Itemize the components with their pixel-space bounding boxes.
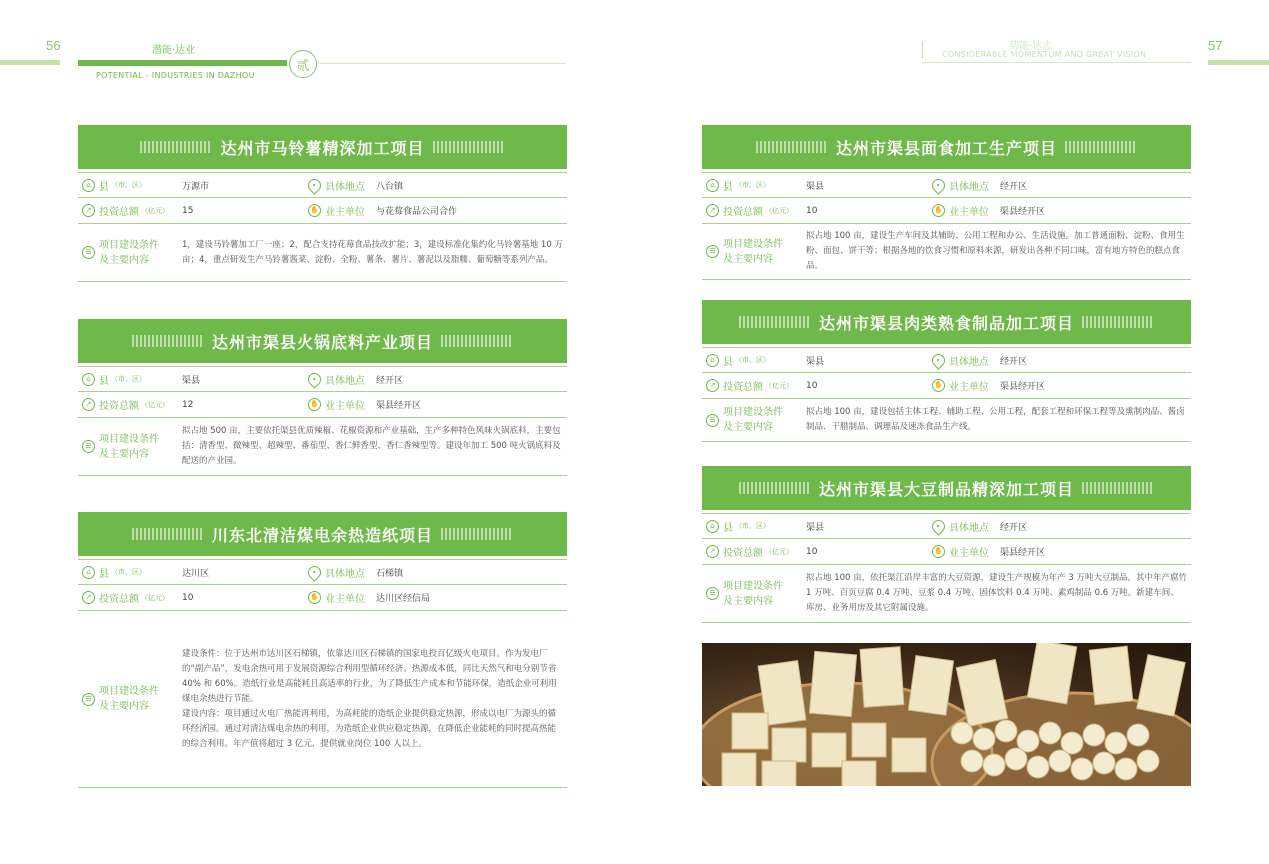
tofu-photo-illustration <box>702 643 1191 786</box>
investment-sub-label: （亿元） <box>141 400 169 409</box>
county-row <box>78 559 567 585</box>
location-value: 八台镇 <box>376 181 404 192</box>
investment-chart-icon: ↗ <box>706 379 719 392</box>
county-sub-label: （市、区） <box>111 375 146 383</box>
county-sub-label: （市、区） <box>111 181 146 189</box>
conditions-row <box>78 418 567 476</box>
left-accent-bar <box>0 60 60 65</box>
conditions-icon: ☰ <box>82 693 95 706</box>
location-label: 具体地点 <box>949 522 989 534</box>
owner-value: 渠县经开区 <box>376 401 422 411</box>
investment-sub-label: （亿元） <box>141 593 169 602</box>
owner-value: 渠县经开区 <box>1000 382 1046 392</box>
conditions-icon: ☰ <box>82 440 95 453</box>
county-icon: ⌂ <box>706 520 719 533</box>
location-value: 石梯镇 <box>376 568 404 579</box>
conditions-label: 项目建设条件 及主要内容 <box>723 407 783 433</box>
county-icon: ⌂ <box>82 179 95 192</box>
conditions-row <box>702 224 1191 280</box>
county-row <box>78 366 567 392</box>
investment-row <box>702 373 1191 399</box>
owner-hand-icon: ✋ <box>932 379 945 392</box>
owner-label: 业主单位 <box>949 382 989 393</box>
county-row <box>78 172 567 198</box>
investment-row <box>78 392 567 418</box>
owner-hand-icon: ✋ <box>308 204 321 217</box>
project-title: 达州市渠县大豆制品精深加工项目 <box>818 479 1074 499</box>
investment-sub-label: （亿元） <box>765 381 793 390</box>
owner-hand-icon: ✋ <box>308 398 321 411</box>
title-stripe-left <box>132 335 204 347</box>
conditions-label: 项目建设条件 及主要内容 <box>99 686 159 712</box>
investment-sub-label: （亿元） <box>141 206 169 215</box>
investment-sub-label: （亿元） <box>765 206 793 215</box>
owner-label: 业主单位 <box>325 594 365 605</box>
project-card <box>78 125 567 282</box>
project-title: 川东北清洁煤电余热造纸项目 <box>211 525 433 545</box>
location-pin-icon: • <box>305 370 323 388</box>
project-card <box>78 319 567 476</box>
county-sub-label: （市、区） <box>735 522 770 530</box>
location-value: 经开区 <box>1000 356 1028 367</box>
conditions-label: 项目建设条件 及主要内容 <box>723 238 783 265</box>
investment-chart-icon: ↗ <box>706 545 719 558</box>
left-section-subtitle: POTENTIAL - INDUSTRIES IN DAZHOU <box>96 71 255 80</box>
title-stripe-left <box>739 316 811 328</box>
project-card <box>78 512 567 788</box>
county-icon: ⌂ <box>706 179 719 192</box>
conditions-text: 建设条件：位于达州市达川区石梯镇，依靠达川区石梯镇的国家电投百亿级火电项目。作为发电厂的“副产品”，发电余热可用于发展资源综合利用型循环经济。热源成本低，同比天然气和电分别节省 40% 和 60%。造纸行业是高能耗且高适率的行业，为了降低生产成本和节能环保，造纸企业可利用煤电余热进行节能。 建设内容：项目通过火电厂热能再利用，为高耗能的造纸企业提供稳定热源，形成以电厂为源头的循环经济园。通过对清洁煤电余热的利用，为造纸企业供应稳定热源，在降低企业能耗的同时提高热能的综合利用。年产值将超过 3 亿元，提供就业岗位 100 人以上。 <box>182 648 557 749</box>
investment-label: 投资总额 <box>99 401 139 412</box>
owner-label: 业主单位 <box>325 401 365 412</box>
conditions-row <box>702 399 1191 442</box>
project-title-bar <box>78 512 567 556</box>
title-stripe-left <box>132 528 204 540</box>
county-sub-label: （市、区） <box>735 356 770 364</box>
project-card <box>702 466 1191 623</box>
left-header-rule <box>318 63 566 64</box>
investment-value: 12 <box>182 399 194 410</box>
investment-chart-icon: ↗ <box>82 398 95 411</box>
owner-label: 业主单位 <box>949 548 989 559</box>
investment-row <box>78 585 567 611</box>
county-sub-label: （市、区） <box>111 568 146 576</box>
owner-value: 渠县经开区 <box>1000 207 1046 217</box>
investment-value: 10 <box>806 546 818 557</box>
project-title: 达州市渠县面食加工生产项目 <box>835 138 1057 158</box>
title-stripe-left <box>140 141 212 153</box>
location-pin-icon: • <box>929 351 947 369</box>
county-value: 达川区 <box>182 568 210 579</box>
county-label: 县 <box>99 375 109 387</box>
conditions-label: 项目建设条件 及主要内容 <box>99 433 159 460</box>
owner-value: 与花莓食品公司合作 <box>376 207 458 217</box>
county-label: 县 <box>99 568 109 580</box>
project-title-bar <box>78 319 567 363</box>
county-label: 县 <box>723 181 733 193</box>
tofu-photo <box>702 643 1191 786</box>
county-label: 县 <box>723 356 733 368</box>
investment-label: 投资总额 <box>99 207 139 218</box>
conditions-row <box>702 565 1191 623</box>
investment-sub-label: （亿元） <box>765 547 793 556</box>
location-value: 经开区 <box>1000 522 1028 533</box>
title-stripe-right <box>1065 141 1137 153</box>
title-stripe-right <box>1082 482 1154 494</box>
left-page-number: 56 <box>46 38 61 53</box>
location-value: 经开区 <box>1000 181 1028 192</box>
project-title-bar <box>702 466 1191 510</box>
location-label: 具体地点 <box>325 375 365 387</box>
conditions-text: 拟占地 100 亩，建设包括主体工程、辅助工程、公用工程，配套工程和环保工程等及熏制肉品、酱卤制品、干腊制品、调理品及速冻食品生产线。 <box>806 407 1185 432</box>
conditions-label: 项目建设条件 及主要内容 <box>723 580 783 607</box>
right-header-rule <box>922 62 1191 63</box>
conditions-icon: ☰ <box>706 414 719 427</box>
county-value: 渠县 <box>806 522 825 533</box>
conditions-icon: ☰ <box>706 587 719 600</box>
conditions-row <box>78 611 567 788</box>
title-stripe-right <box>441 335 513 347</box>
left-section-title: 潜能·达业 <box>152 45 196 56</box>
conditions-icon: ☰ <box>706 245 719 258</box>
owner-hand-icon: ✋ <box>308 591 321 604</box>
owner-value: 达川区经信局 <box>376 594 431 604</box>
page-header <box>0 0 1269 90</box>
investment-value: 10 <box>182 592 194 603</box>
conditions-icon: ☰ <box>82 246 95 259</box>
right-header-divider <box>922 41 923 59</box>
county-value: 渠县 <box>182 375 201 386</box>
county-row <box>702 513 1191 539</box>
investment-label: 投资总额 <box>723 382 763 393</box>
location-label: 具体地点 <box>949 181 989 193</box>
title-stripe-right <box>441 528 513 540</box>
county-sub-label: （市、区） <box>735 181 770 189</box>
county-row <box>702 347 1191 373</box>
investment-row <box>702 198 1191 224</box>
right-page-number: 57 <box>1208 38 1223 53</box>
project-card <box>702 300 1191 442</box>
title-stripe-right <box>433 141 505 153</box>
conditions-text: 拟占地 100 亩，建设生产车间及其辅助、公用工程和办公、生活设施。加工普通面粉、淀粉、食用生粉、面包、饼干等；根据各地的饮食习惯和原料来源，研发出各种不同口味，富有地方特色的糕点食品。 <box>806 231 1185 271</box>
location-value: 经开区 <box>376 375 404 386</box>
left-section-bar <box>78 60 287 66</box>
conditions-text: 1，建设马铃薯加工厂一座；2，配合支持花莓食品技改扩能；3，建设标准化集约化马铃薯基地 10 万亩；4，重点研发生产马铃薯酱菜、淀粉、全粉、薯条、薯片、薯泥以及脂糯、葡萄糖等系列产品。 <box>182 239 563 265</box>
county-icon: ⌂ <box>82 373 95 386</box>
conditions-row <box>78 224 567 282</box>
owner-label: 业主单位 <box>325 207 365 218</box>
investment-label: 投资总额 <box>99 594 139 605</box>
investment-chart-icon: ↗ <box>706 204 719 217</box>
investment-row <box>78 198 567 224</box>
project-card <box>702 125 1191 280</box>
county-value: 万源市 <box>182 181 210 192</box>
location-pin-icon: • <box>305 563 323 581</box>
location-label: 具体地点 <box>949 356 989 368</box>
chapter-badge: 贰 <box>289 50 317 78</box>
owner-hand-icon: ✋ <box>932 545 945 558</box>
title-stripe-right <box>1082 316 1154 328</box>
investment-label: 投资总额 <box>723 207 763 218</box>
location-label: 具体地点 <box>325 181 365 193</box>
county-value: 渠县 <box>806 356 825 367</box>
title-stripe-left <box>756 141 828 153</box>
location-label: 具体地点 <box>325 568 365 580</box>
right-section-title: 势能·达志 <box>1009 41 1053 52</box>
location-pin-icon: • <box>305 176 323 194</box>
project-title-bar <box>702 300 1191 344</box>
investment-chart-icon: ↗ <box>82 204 95 217</box>
project-title-bar <box>702 125 1191 169</box>
county-label: 县 <box>99 181 109 193</box>
investment-row <box>702 539 1191 565</box>
project-title: 达州市马铃薯精深加工项目 <box>220 138 425 158</box>
project-title: 达州市渠县肉类熟食制品加工项目 <box>818 313 1074 333</box>
investment-value: 10 <box>806 205 818 216</box>
county-label: 县 <box>723 522 733 534</box>
owner-value: 渠县经开区 <box>1000 548 1046 558</box>
investment-label: 投资总额 <box>723 548 763 559</box>
project-title-bar <box>78 125 567 169</box>
county-value: 渠县 <box>806 181 825 192</box>
investment-chart-icon: ↗ <box>82 591 95 604</box>
county-row <box>702 172 1191 198</box>
right-section-subtitle: CONSIDERABLE MOMENTUM AND GREAT VISION <box>942 50 1147 59</box>
title-stripe-left <box>739 482 811 494</box>
project-title: 达州市渠县火锅底料产业项目 <box>211 332 433 352</box>
county-icon: ⌂ <box>82 566 95 579</box>
owner-hand-icon: ✋ <box>932 204 945 217</box>
conditions-text: 拟占地 100 亩，依托渠江沿岸丰富的大豆资源，建设生产规模为年产 3 万吨大豆制品，其中年产腐竹 1 万吨、百页豆腐 0.4 万吨、豆浆 0.4 万吨、固体饮料 0.4 万吨、素鸡制品 0.6 万吨。新建车间、库房、业务用房及其它附属设施。 <box>806 573 1187 613</box>
county-icon: ⌂ <box>706 354 719 367</box>
conditions-label: 项目建设条件 及主要内容 <box>99 239 159 266</box>
investment-value: 15 <box>182 205 194 216</box>
location-pin-icon: • <box>929 517 947 535</box>
investment-value: 10 <box>806 380 818 391</box>
location-pin-icon: • <box>929 176 947 194</box>
right-accent-bar <box>1208 60 1269 65</box>
conditions-text: 拟占地 500 亩，主要依托渠县优质辣椒、花椒资源和产业基础，生产多种特色风味火锅底料，主要包括：清香型、微辣型、超辣型、番茄型、香仁鲜香型、香仁香辣型等。建设年加工 500 吨火锅底料及配送的产业园。 <box>182 426 561 466</box>
owner-label: 业主单位 <box>949 207 989 218</box>
